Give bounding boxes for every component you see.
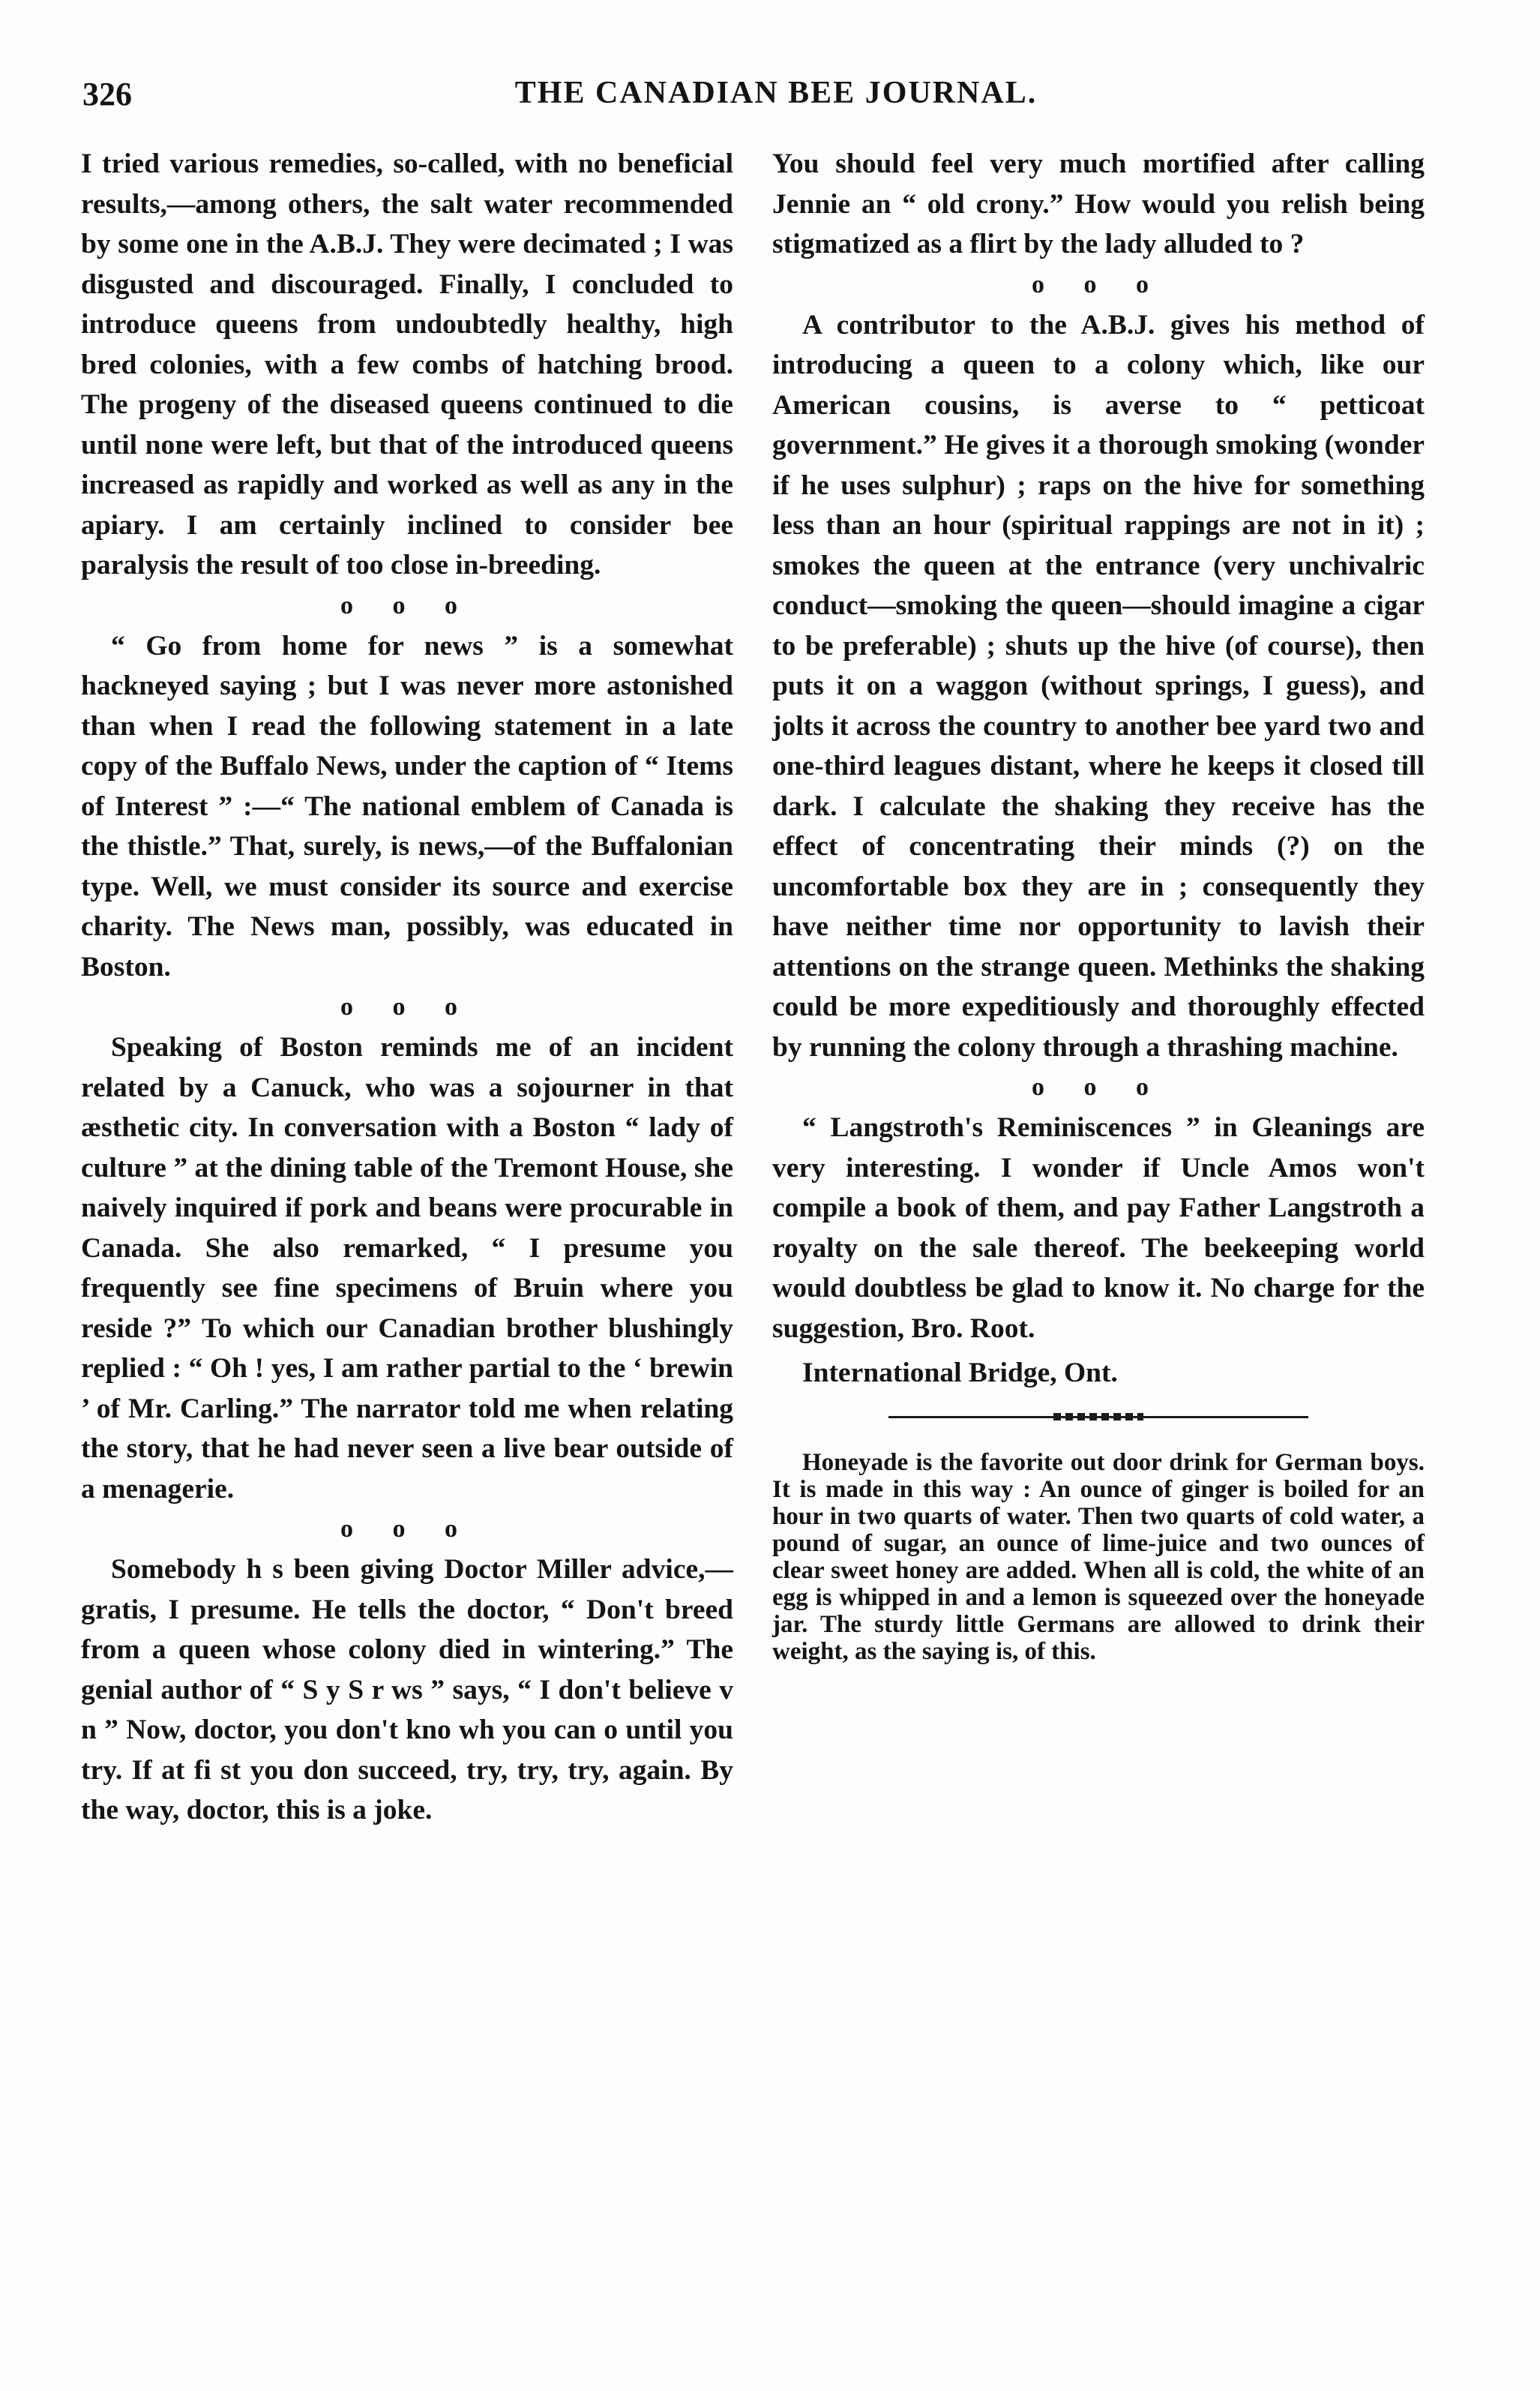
section-divider-rule: [888, 1410, 1308, 1424]
left-paragraph-buffalo-news: “ Go from home for news ” is a somewhat hackneyed saying ; but I was never more astonished than when I read the following statement in a late copy of the Buffalo News, under the caption of “ Items of Interest ” :—“ The national emblem of Canada is the thistle.” That, surely, is news,—of the Buffalonian type. Well, we must consider its source and exercise charity. The News man, possibly, was educated in Boston.: [81, 630, 733, 982]
right-paragraph-queen-introduction: A contributor to the A.B.J. gives his method of introducing a queen to a colony which, like our American cousins, is averse to “ petticoat government.” He gives it a thorough smoking (wonder if he uses sulphur) ; raps on the hive for something less than an hour (spiritual rappings are not in it) ; smokes the queen at the entrance (very unchivalric conduct—smoking the queen—should imagine a cigar to be preferable) ; shuts up the hive (of course), then puts it on a waggon (without springs, I guess), and jolts it across the country to another bee yard two and one-third leagues distant, where he keeps it closed till dark. I calculate the shaking they receive has the effect of concentrating their minds (?) on the uncomfortable box they are in ; consequently they have neither time nor opportunity to lavish their attentions on the strange queen. Methinks the shaking could be more expeditiously and thoroughly effected by running the colony through a thrashing machine.: [772, 309, 1425, 1063]
running-title: THE CANADIAN BEE JOURNAL.: [514, 76, 1038, 110]
left-paragraph-bee-paralysis: I tried various remedies, so-called, with no beneficial results,—among others, the salt water recommended by some one in the A.B.J. They were decimated ; I was disgusted and discouraged. Finally, I concluded to introduce queens from undoubtedly healthy, high bred colonies, with a few combs of hatching brood. The progeny of the diseased queens continued to die until none were left, but that of the introduced queens increased as rapidly and worked as well as any in the apiary. I am certainly inclined to consider bee paralysis the result of too close in-breeding.: [81, 148, 733, 580]
right-paragraph-old-crony: You should feel very much mortified after calling Jennie an “ old crony.” How would you relish being stigmatized as a flirt by the lady alluded to ?: [772, 148, 1425, 260]
left-column: [81, 144, 733, 1831]
page-number: 326: [82, 76, 132, 112]
author-location: International Bridge, Ont.: [802, 1358, 1118, 1388]
right-column: [772, 144, 1425, 1665]
left-paragraph-doctor-miller: Somebody h s been giving Doctor Miller advice,—gratis, I presume. He tells the doctor, “ Don't breed from a queen whose colony died in wintering.” The genial author of “ S y S r ws ” says, “ I don't believe v n ” Now, doctor, you don't kno wh you can o until you try. If at fi st you don succeed, try, try, try, again. By the way, doctor, this is a joke.: [81, 1554, 733, 1826]
page-header: [82, 75, 1470, 120]
section-ornament: o o o: [340, 1515, 474, 1543]
honeyade-paragraph: Honeyade is the favorite out door drink for German boys. It is made in this way : An ounce of ginger is boiled for an hour in two quarts of water. Then two quarts of cold water, a pound of sugar, an ounce of lime-juice and two ounces of clear sweet honey are added. When all is cold, the white of an egg is whipped in and a lemon is squeezed over the honeyade jar. The sturdy little Germans are allowed to drink their weight, as the saying is, of this.: [772, 1448, 1425, 1665]
section-ornament: o o o: [340, 591, 474, 620]
section-ornament: o o o: [1032, 270, 1165, 298]
right-paragraph-langstroth: “ Langstroth's Reminiscences ” in Gleanings are very interesting. I wonder if Uncle Amos won't compile a book of them, and pay Father Langstroth a royalty on the sale thereof. The beekeeping world would doubtless be glad to know it. No charge for the suggestion, Bro. Root.: [772, 1112, 1425, 1344]
left-paragraph-boston-incident: Speaking of Boston reminds me of an incident related by a Canuck, who was a sojourner in that æsthetic city. In conversation with a Boston “ lady of culture ” at the dining table of the Tremont House, she naively inquired if pork and beans were procurable in Canada. She also remarked, “ I presume you frequently see fine specimens of Bruin where you reside ?” To which our Canadian brother blushingly replied : “ Oh ! yes, I am rather partial to the ‘ brewin ’ of Mr. Carling.” The narrator told me when relating the story, that he had never seen a live bear outside of a menagerie.: [81, 1032, 733, 1504]
section-ornament: o o o: [340, 993, 474, 1021]
section-ornament: o o o: [1032, 1073, 1165, 1101]
